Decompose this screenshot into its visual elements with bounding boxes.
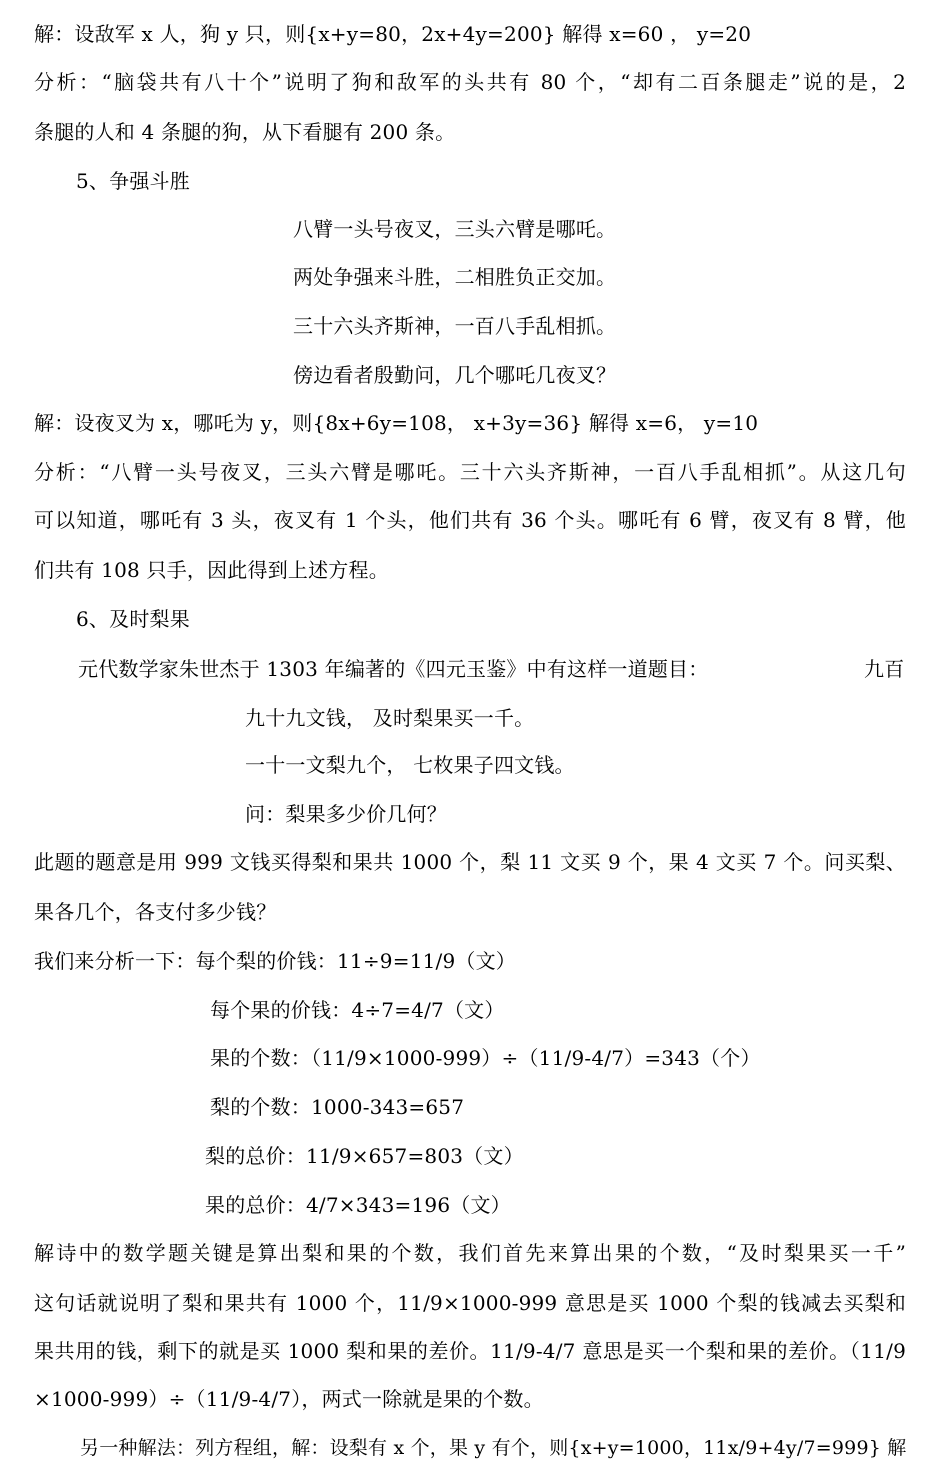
- analysis-line-5c: 们共有 108 只手，因此得到上述方程。: [34, 558, 389, 582]
- poem-6-line-1: 九十九文钱， 及时梨果买一千。: [245, 706, 535, 730]
- explain-line-2: 这句话就说明了梨和果共有 1000 个，11/9×1000-999 意思是买 1000 个梨的钱减去买梨和: [34, 1291, 906, 1315]
- poem-6-line-2: 一十一文梨九个， 七枚果子四文钱。: [245, 753, 575, 777]
- poem-5-line-2: 两处争强来斗胜，二相胜负正交加。: [293, 265, 617, 289]
- explain-line-1: 解诗中的数学题关键是算出梨和果的个数，我们首先来算出果的个数，“及时梨果买一千”: [34, 1241, 906, 1265]
- poem-5-line-3: 三十六头齐斯神，一百八手乱相抓。: [293, 314, 617, 338]
- solution-line-4: 解：设敌军 x 人，狗 y 只，则{x+y=80，2x+4y=200} 解得 x=60 ， y=20: [34, 22, 752, 46]
- intro-line-6-tail: 九百: [864, 657, 905, 681]
- calc-line-4: 梨的个数：1000-343=657: [210, 1095, 465, 1119]
- calc-line-6: 果的总价：4/7×343=196（文）: [205, 1193, 511, 1217]
- meaning-line-6a: 此题的题意是用 999 文钱买得梨和果共 1000 个，梨 11 文买 9 个，果 4 文买 7 个。问买梨、: [34, 850, 906, 874]
- meaning-line-6b: 果各几个，各支付多少钱？: [34, 900, 277, 924]
- section-heading-6: 6、及时梨果: [76, 607, 190, 631]
- calc-line-3: 果的个数：（11/9×1000-999）÷（11/9-4/7）=343（个）: [210, 1046, 761, 1070]
- solution-line-5: 解：设夜叉为 x，哪吒为 y，则{8x+6y=108， x+3y=36} 解得 x=6， y=10: [34, 411, 759, 435]
- poem-6-question: 问：梨果多少价几何？: [245, 802, 447, 826]
- analysis-line-5a: 分析：“八臂一头号夜叉，三头六臂是哪吒。三十六头齐斯神，一百八手乱相抓”。从这几句: [34, 460, 906, 484]
- analysis-line-4a: 分析：“脑袋共有八十个”说明了狗和敌军的头共有 80 个，“却有二百条腿走”说的是，2: [34, 70, 906, 94]
- intro-line-6: 元代数学家朱世杰于 1303 年编著的《四元玉鉴》中有这样一道题目：: [78, 657, 709, 681]
- analysis-line-5b: 可以知道，哪吒有 3 头，夜叉有 1 个头，他们共有 36 个头。哪吒有 6 臂，夜叉有 8 臂，他: [34, 508, 906, 532]
- explain-line-3: 果共用的钱，剩下的就是买 1000 梨和果的差价。11/9-4/7 意思是买一个梨和果的差价。（11/9: [34, 1339, 906, 1363]
- analysis-line-4b: 条腿的人和 4 条腿的狗，从下看腿有 200 条。: [34, 120, 456, 144]
- explain-line-4: ×1000-999）÷（11/9-4/7），两式一除就是果的个数。: [34, 1387, 544, 1411]
- calc-line-2: 每个果的价钱：4÷7=4/7（文）: [210, 998, 505, 1022]
- calc-line-1: 我们来分析一下：每个梨的价钱：11÷9=11/9（文）: [34, 949, 517, 973]
- alternative-method-line: 另一种解法：列方程组，解：设梨有 x 个，果 y 有个，则{x+y=1000，11x/9+4y/7=999} 解: [80, 1437, 907, 1459]
- poem-5-line-4: 傍边看者殷勤问，几个哪吒几夜叉？: [293, 363, 617, 387]
- poem-5-line-1: 八臂一头号夜叉，三头六臂是哪吒。: [293, 217, 617, 241]
- section-heading-5: 5、争强斗胜: [76, 169, 190, 193]
- calc-line-5: 梨的总价：11/9×657=803（文）: [205, 1144, 524, 1168]
